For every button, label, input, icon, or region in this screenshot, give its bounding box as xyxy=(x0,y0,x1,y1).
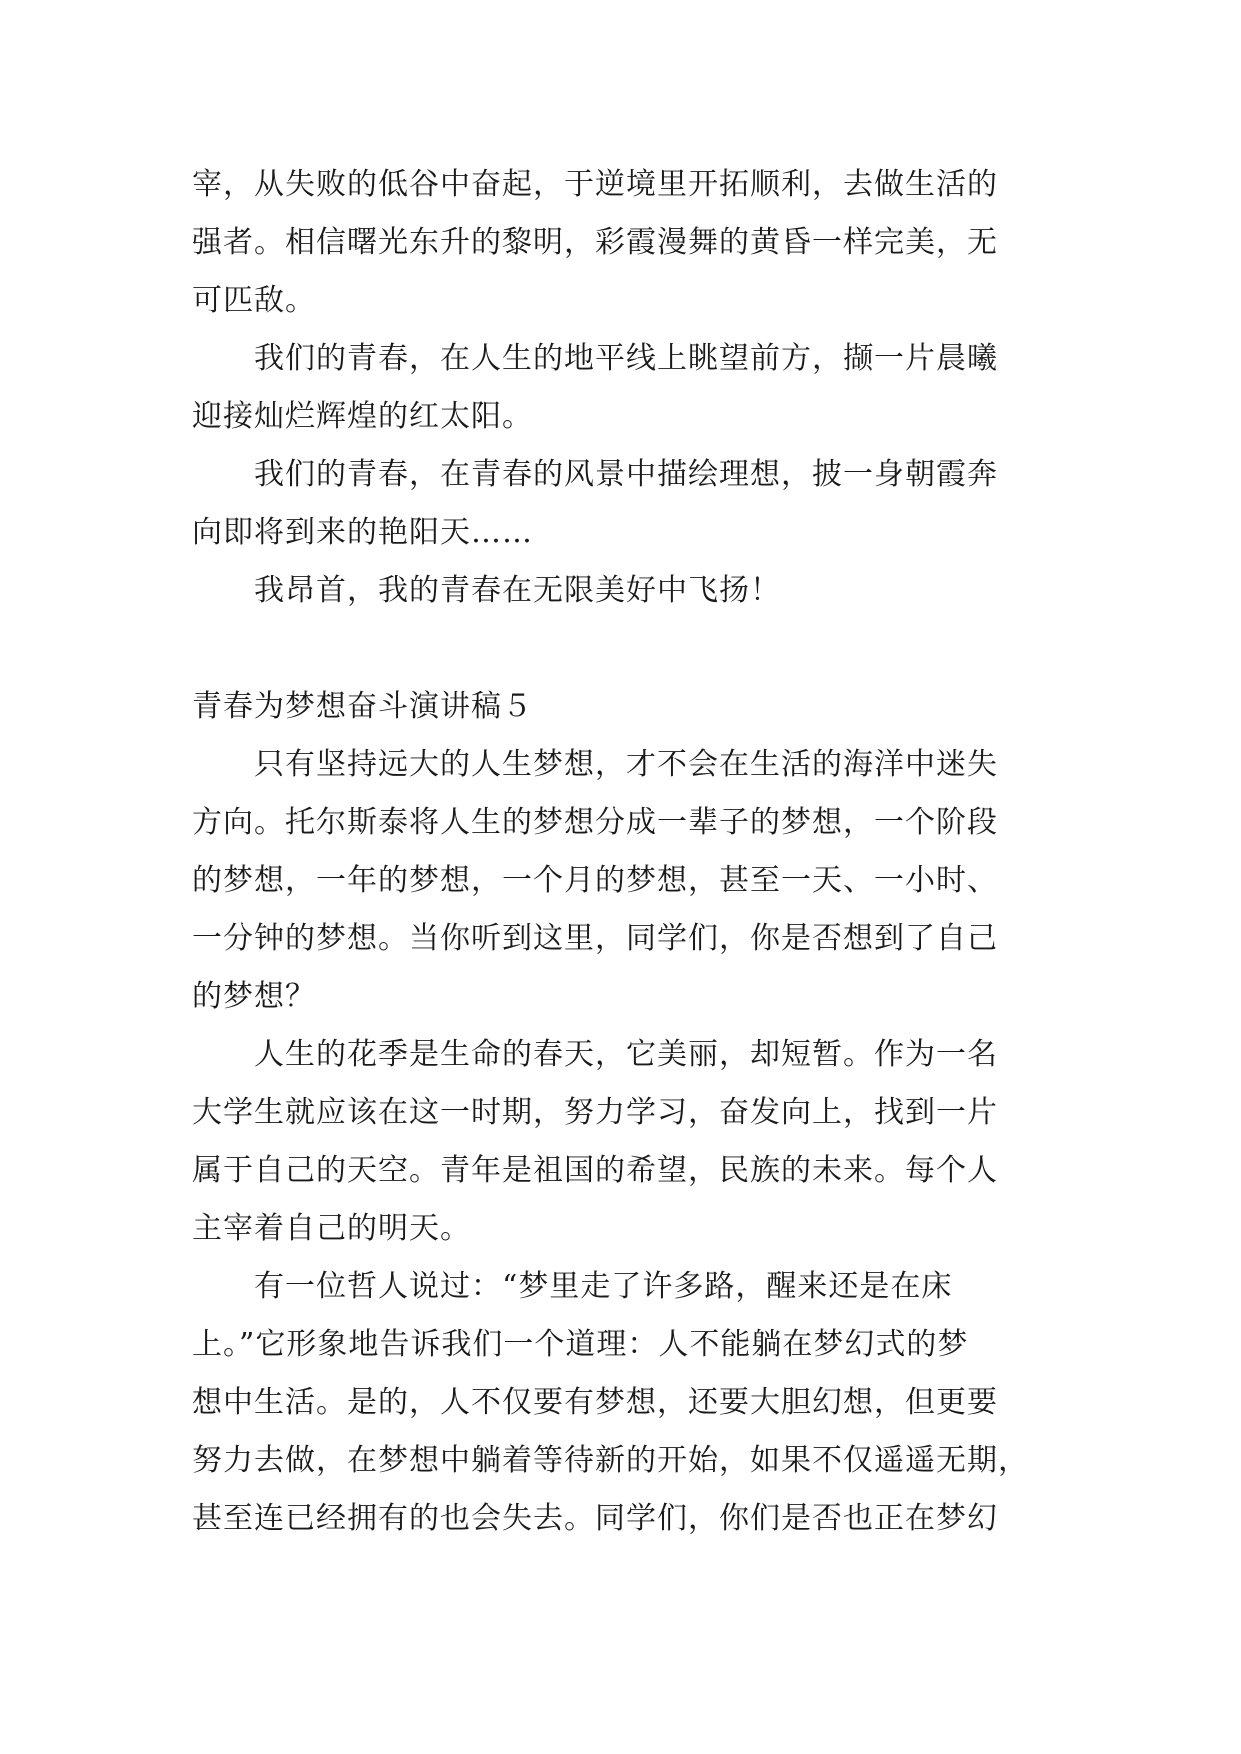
text-line: 只有坚持远大的人生梦想，才不会在生活的海洋中迷失 xyxy=(254,747,998,782)
text-line: 人生的花季是生命的春天，它美丽，却短暂。作为一名 xyxy=(254,1037,998,1072)
text-line: 可匹敌。 xyxy=(192,283,316,318)
text-line: 向即将到来的艳阳天…… xyxy=(192,515,533,550)
text-line: 一分钟的梦想。当你听到这里，同学们，你是否想到了自己 xyxy=(192,921,998,956)
text-line: 我们的青春，在青春的风景中描绘理想，披一身朝霞奔 xyxy=(254,457,998,492)
text-line: 甚至连已经拥有的也会失去。同学们，你们是否也正在梦幻 xyxy=(192,1501,998,1536)
text-line: 强者。相信曙光东升的黎明，彩霞漫舞的黄昏一样完美，无 xyxy=(192,225,998,260)
text-line: 努力去做，在梦想中躺着等待新的开始，如果不仅遥遥无期， xyxy=(192,1443,1029,1478)
text-line: 的梦想？ xyxy=(192,979,316,1014)
text-line: 宰，从失败的低谷中奋起，于逆境里开拓顺利，去做生活的 xyxy=(192,167,998,202)
text-line: 的梦想，一年的梦想，一个月的梦想，甚至一天、一小时、 xyxy=(192,863,998,898)
text-line: 想中生活。是的，人不仅要有梦想，还要大胆幻想，但更要 xyxy=(192,1385,998,1420)
text-line: 有一位哲人说过：“梦里走了许多路，醒来还是在床 xyxy=(254,1269,953,1304)
text-line: 方向。托尔斯泰将人生的梦想分成一辈子的梦想，一个阶段 xyxy=(192,805,998,840)
text-line: 我昂首，我的青春在无限美好中飞扬！ xyxy=(254,573,781,608)
text-line: 大学生就应该在这一时期，努力学习，奋发向上，找到一片 xyxy=(192,1095,998,1130)
text-line: 主宰着自己的明天。 xyxy=(192,1211,471,1246)
text-line: 迎接灿烂辉煌的红太阳。 xyxy=(192,399,533,434)
text-line: 我们的青春，在人生的地平线上眺望前方，撷一片晨曦 xyxy=(254,341,998,376)
text-line: 属于自己的天空。青年是祖国的希望，民族的未来。每个人 xyxy=(192,1153,998,1188)
section-title: 青春为梦想奋斗演讲稿５ xyxy=(192,689,533,724)
text-line: 上。”它形象地告诉我们一个道理：人不能躺在梦幻式的梦 xyxy=(192,1327,969,1362)
